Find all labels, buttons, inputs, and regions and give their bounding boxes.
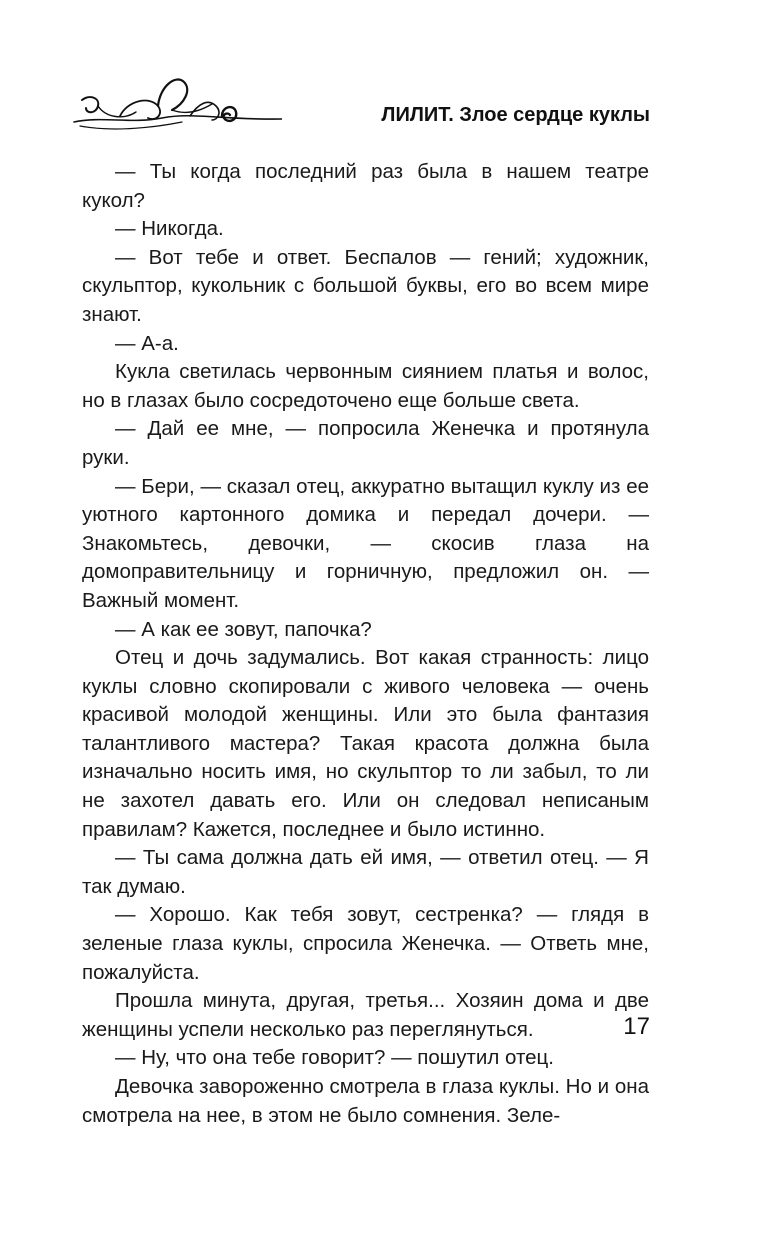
body-text — [82, 158, 649, 1130]
paragraph: — Бери, — сказал отец, аккуратно вытащил куклу из ее уютного картонного домика и передал дочери. — Знакомьтесь, девочки, — скосив глаза на домоправительницу и горничную, предложил он. — Важный момент. — [82, 474, 649, 612]
paragraph: — Хорошо. Как тебя зовут, сестренка? — глядя в зеленые глаза куклы, спросила Женечка. — Ответь мне, пожалуйста. — [82, 903, 649, 984]
paragraph: Отец и дочь задумались. Вот какая странность: лицо куклы словно скопировали с живого человека — очень красивой молодой женщины. Или это была фантазия талантливого мастера? Такая красота должна была изначально носить имя, но скульптор то ли забыл, то ли не захотел давать его. Или он следовал неписаным правилам? Кажется, последнее и было истинно. — [82, 646, 649, 841]
page-header — [0, 0, 768, 140]
page-number: 17 — [623, 1013, 650, 1040]
paragraph: Прошла минута, другая, третья... Хозяин дома и две женщины успели несколько раз переглянуться. — [82, 989, 649, 1041]
paragraph: — А как ее зовут, папочка? — [115, 617, 372, 641]
decorative-flourish-icon — [72, 70, 282, 134]
paragraph: — А-а. — [115, 331, 179, 355]
paragraph: — Вот тебе и ответ. Беспалов — гений; художник, скульптор, кукольник с большой буквы, его во всем мире знают. — [82, 245, 649, 326]
running-title: ЛИЛИТ. Злое сердце куклы — [381, 104, 650, 126]
paragraph: — Дай ее мне, — попросила Женечка и протянула руки. — [82, 417, 649, 469]
paragraph: — Ну, что она тебе говорит? — пошутил отец. — [115, 1046, 554, 1070]
paragraph: — Ты когда последний раз была в нашем театре кукол? — [82, 160, 649, 212]
paragraph: Кукла светилась червонным сиянием платья и волос, но в глазах было сосредоточено еще больше света. — [82, 360, 649, 412]
paragraph: — Никогда. — [115, 217, 224, 241]
paragraph: — Ты сама должна дать ей имя, — ответил отец. — Я так думаю. — [82, 846, 649, 898]
paragraph: Девочка завороженно смотрела в глаза куклы. Но и она смотрела на нее, в этом не было сомнения. Зеле- — [82, 1075, 649, 1127]
